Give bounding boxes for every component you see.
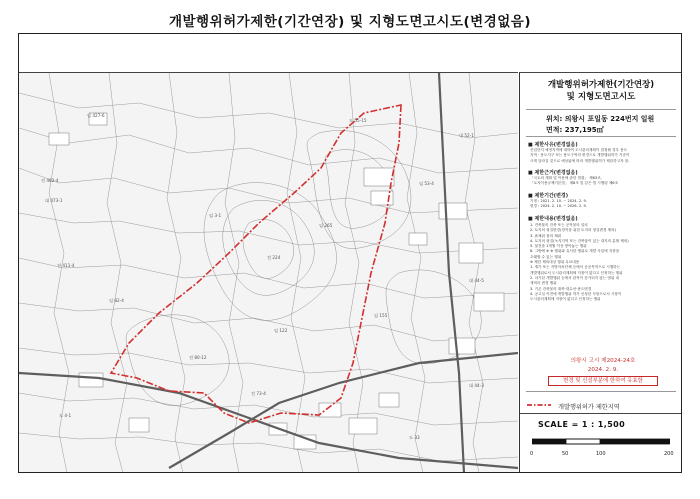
section-body: [530, 148, 676, 164]
section-line: 5. 물건을 1개월 이상 쌓아놓는 행위: [530, 244, 587, 249]
parcel-label: 대 473-1: [45, 198, 63, 203]
parcel-label: 도 55-15: [349, 118, 367, 123]
section-body: [530, 176, 676, 187]
section-line: 초래할 수 있는 행위: [530, 254, 562, 259]
parcel-label: 전 482-4: [41, 178, 59, 183]
section-line: 변경 : 2024. 2. 10. ~ 2026. 2. 9.: [530, 204, 587, 209]
scale-bar: [532, 437, 670, 449]
section-body: [530, 199, 676, 210]
scale-tick-label: 50: [562, 451, 569, 457]
info-panel: [519, 72, 681, 472]
scale-tick-label: 0: [530, 451, 534, 457]
section-line: 「토지이용규제기본법」 제8조 및 같은 법 시행령 제6조: [530, 181, 619, 186]
section-heading: ■ 제한근거(변경없음): [528, 170, 578, 176]
panel-title-line2: 및 지형도면고시도: [566, 92, 636, 102]
section-line: 도시관리계획에 지장이 없다고 인정하는 행위: [530, 297, 601, 302]
parcel-label: 전 73-4: [251, 391, 266, 396]
parcel-label: 대 52-1: [459, 133, 474, 138]
parcel-label: 도 4-1: [59, 413, 72, 418]
parcel-label: 대 44-3: [469, 383, 484, 388]
section-line: 크게 달라질 것으로 예상됨에 따라 개발행위허가 제한하고자 함.: [530, 158, 630, 163]
divider: [526, 391, 676, 392]
parcel-label: 임 53-4: [419, 181, 434, 186]
parcel-label: 임 265: [319, 223, 333, 228]
section-line: 4. 토지의 형질(녹지지역 또는 건축물이 있는 대지의 분할 제외): [530, 238, 629, 243]
parcel-label: 임 3-1: [209, 213, 222, 218]
parcel-label: 전 224: [267, 255, 281, 260]
panel-title: [520, 79, 682, 103]
section-heading: ■ 제한기간(변경): [528, 193, 569, 199]
notice-date: 2024. 2. 9.: [587, 367, 619, 373]
section-heading: ■ 제한사유(변경없음): [528, 142, 578, 148]
map-area[interactable]: [19, 72, 518, 472]
parcel-label: 도 33: [409, 435, 420, 440]
parcel-label: 임 155: [374, 313, 388, 318]
parcel-label: 임 427-6: [87, 113, 105, 118]
cadastral-map: [19, 73, 518, 472]
section-line: 2. 토지의 형질변경(경작을 위한 토지의 형질변경 제외): [530, 228, 616, 233]
section-line: 기정 : 2021. 2. 10. ~ 2024. 2. 9.: [530, 199, 587, 203]
parcel-label: 임 82-4: [109, 298, 124, 303]
section-line: 산업단지 예정지역에 대하여 도시관리계획이 결정될 경우 용도: [530, 148, 628, 152]
page-title: 개발행위허가제한(기간연장) 및 지형도면고시도(변경없음): [168, 14, 532, 30]
section-line: 3. 흙채취 물의 채취: [530, 233, 562, 238]
scale-tick-label: 100: [596, 451, 606, 457]
section-line: 지역 · 용도지구 또는 용도구역의 변경으로 개발행위허가 기준이: [530, 153, 630, 158]
section-line: 재비리 변경 행위: [530, 281, 557, 286]
location-text: 위치: 의왕시 포일동 224번지 일원: [546, 115, 655, 123]
parcel-label: 전 80-12: [189, 355, 207, 360]
parcel-label: 대 44-5: [469, 278, 484, 283]
section-line: 1. 건축물의 건축 또는 공작물의 설치: [530, 223, 588, 227]
section-line: 6. 그밖에 ※ ※ 행위와 유사한 행위로 개발 사업에 지장을: [530, 249, 620, 254]
notice-number: 의왕시 고시 제2024-24호: [570, 358, 636, 364]
parcel-label: 임 122: [274, 328, 288, 333]
section-line: 「국토의 계획 및 이용에 관한 법률」 제63조,: [530, 176, 602, 180]
parcel-label: 전 411-4: [57, 263, 75, 268]
section-body: [530, 223, 676, 302]
area-text: 면적: 237,195㎡: [546, 126, 604, 134]
section-line: 2. 마기된 개발행위 등에서 관적이 증가되지 않는 범위 내: [530, 275, 619, 280]
section-heading: ■ 제한내용(변경없음): [528, 216, 578, 222]
section-line: 1. 재가 또는 지방자치단체 등에서 공공목적으로 시행하는: [530, 265, 621, 270]
section-line: 개발행위로서 도시관리계획에 지장이 없다고 인정하는 행위: [530, 270, 623, 275]
section-line: ※ 제한 제외대상 행위 무료내용: [530, 260, 580, 265]
scale-tick-label: 200: [664, 451, 674, 457]
scale-text: SCALE = 1 : 1,500: [538, 420, 626, 429]
legend-line-icon: [527, 400, 551, 410]
divider: [526, 109, 676, 110]
section-line: 3. 기존 건축물의 재축·대수선·용도변경: [530, 286, 592, 291]
panel-title-line1: 개발행위허가제한(기간연장): [547, 80, 655, 90]
legend-label: 개발행위허가 제한지역: [558, 404, 620, 411]
divider: [526, 136, 676, 137]
section-line: 4. 공고일 이전에 개발행위 허가 신청한 사항으로서 시장이: [530, 291, 622, 296]
notice-box: 변경 및 신설부분에 한하여 유효함: [548, 376, 658, 386]
